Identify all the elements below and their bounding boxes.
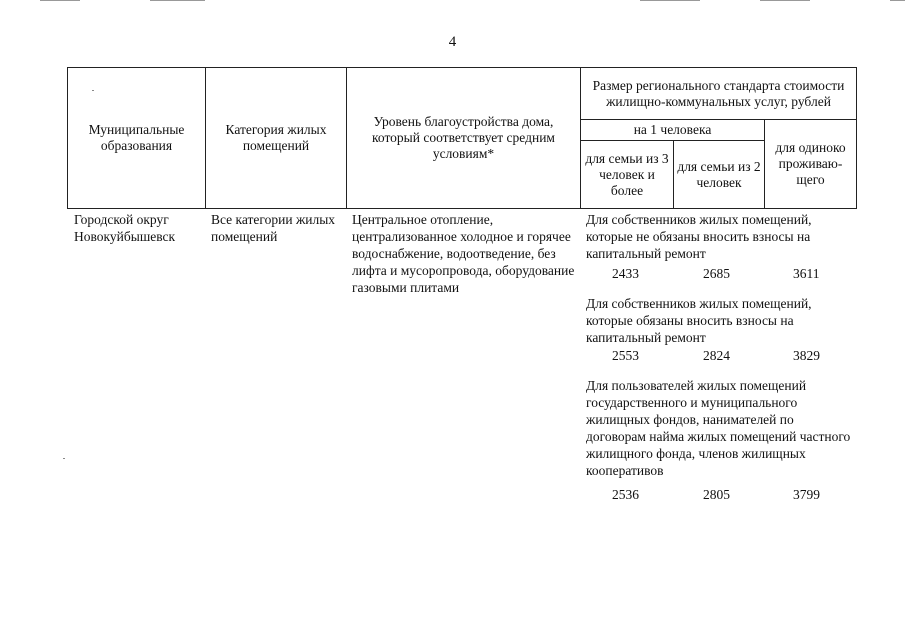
header-single: для одиноко проживаю-щего [764, 119, 857, 209]
group-2-label: Для собственников жилых помещений, которые обязаны вносить взносы на капитальный ремонт [586, 296, 812, 345]
group-3-family3: 2536 [612, 487, 639, 502]
table-header [67, 67, 857, 209]
group-3-values [580, 487, 860, 504]
scan-mark [40, 0, 80, 1]
scan-mark [890, 0, 905, 1]
header-family2: для семьи из 2 человек [673, 140, 765, 209]
group-2-family2: 2824 [703, 348, 730, 363]
group-2-single: 3829 [793, 348, 820, 363]
header-per-person: на 1 человека [580, 119, 765, 141]
row-municipality: Городской округ Новокуйбышевск [74, 212, 176, 244]
page-number: 4 [448, 34, 457, 50]
header-family3: для семьи из 3 человек и более [580, 140, 674, 209]
group-1-values [580, 266, 860, 283]
scan-dot [63, 458, 65, 459]
header-standard: Размер регионального стандарта стоимости жилищно-коммунальных услуг, рублей [580, 67, 857, 120]
group-1-family2: 2685 [703, 266, 730, 281]
scan-mark [640, 0, 700, 1]
group-3-label: Для пользователей жилых помещений государственного и муниципального жилищных фондов, нанимателей по договорам найма жилых помещений частного жилищного фонда, членов жилищных кооперативов [586, 378, 851, 478]
group-3-family2: 2805 [703, 487, 730, 502]
group-2-family3: 2553 [612, 348, 639, 363]
row-category: Все категории жилых помещений [211, 212, 336, 244]
group-2-values [580, 348, 860, 365]
row-level: Центральное отопление, централизованное холодное и горячее водоснабжение, водоотведение, без лифта и мусоропровода, оборудование газовыми плитами [352, 212, 575, 295]
header-municipal: Муниципальные образования [67, 67, 206, 209]
header-level: Уровень благоустройства дома, который соответствует средним условиям* [346, 67, 581, 209]
group-3-single: 3799 [793, 487, 820, 502]
scan-mark [760, 0, 810, 1]
header-category: Категория жилых помещений [205, 67, 347, 209]
group-1-label: Для собственников жилых помещений, которые не обязаны вносить взносы на капитальный ремонт [586, 212, 812, 261]
scan-mark [150, 0, 205, 1]
group-1-single: 3611 [793, 266, 820, 281]
group-1-family3: 2433 [612, 266, 639, 281]
